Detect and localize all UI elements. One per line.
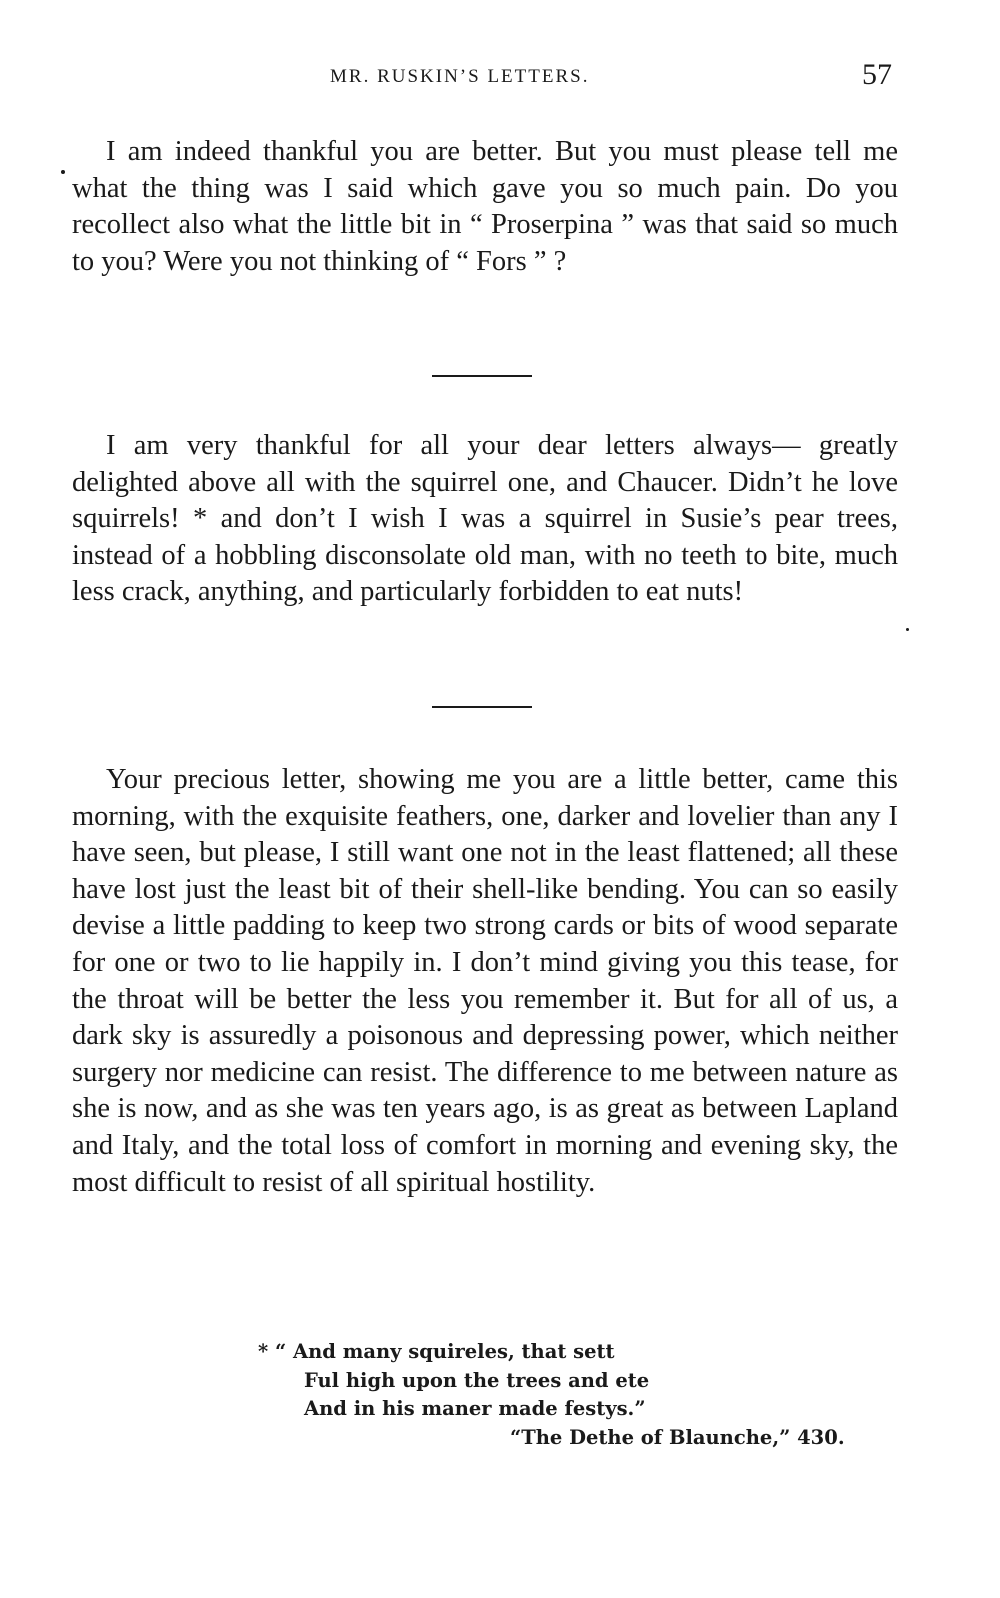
footnote <box>258 1338 898 1452</box>
print-speck <box>906 628 909 631</box>
section-divider <box>432 706 532 708</box>
footnote-source: “The Dethe of Blaunche,” 430. <box>510 1425 845 1449</box>
footnote-verse-line: * “ And many squireles, that sett <box>258 1340 615 1363</box>
page-number: 57 <box>862 58 892 91</box>
footnote-verse-line: Ful high upon the trees and ete <box>304 1368 650 1392</box>
print-speck <box>61 170 65 174</box>
section-divider <box>432 375 532 377</box>
running-title: MR. RUSKIN’S LETTERS. <box>330 66 590 87</box>
footnote-verse-line: And in his maner made festys.” <box>304 1397 646 1420</box>
running-head <box>0 58 1000 98</box>
letter-paragraph: I am very thankful for all your dear letters always— greatly delighted above all with the squirrel one, and Chaucer. Didn’t he love squirrels! * and don’t I wish I was a squirrel in Susie’s pear trees, instead of a hobbling disconsolate old man, with no teeth to bite, much less crack, anything, and particularly forbidden to eat nuts! <box>72 430 898 608</box>
letter-paragraph: I am indeed thankful you are better. But you must please tell me what the thing was I said which gave you so much pain. Do you recollect also what the little bit in “ Proserpina ” was that said so much to you? Were you not thinking of “ Fors ” ? <box>72 136 898 277</box>
letter-paragraph: Your precious letter, showing me you are a little better, came this morning, with the exquisite feathers, one, darker and lovelier than any I have seen, but please, I still want one not in the least flattened; all these have lost just the least bit of their shell-like bending. You can so easily devise a little padding to keep two strong cards or bits of wood separate for one or two to lie happily in. I don’t mind giving you this tease, for the throat will be better the less you remember it. But for all of us, a dark sky is assuredly a poisonous and depressing power, which neither surgery nor medicine can resist. The difference to me between nature as she is now, and as she was ten years ago, is as great as between Lapland and Italy, and the total loss of comfort in morning and evening sky, the most difficult to resist of all spiritual hostility. <box>72 764 898 1198</box>
